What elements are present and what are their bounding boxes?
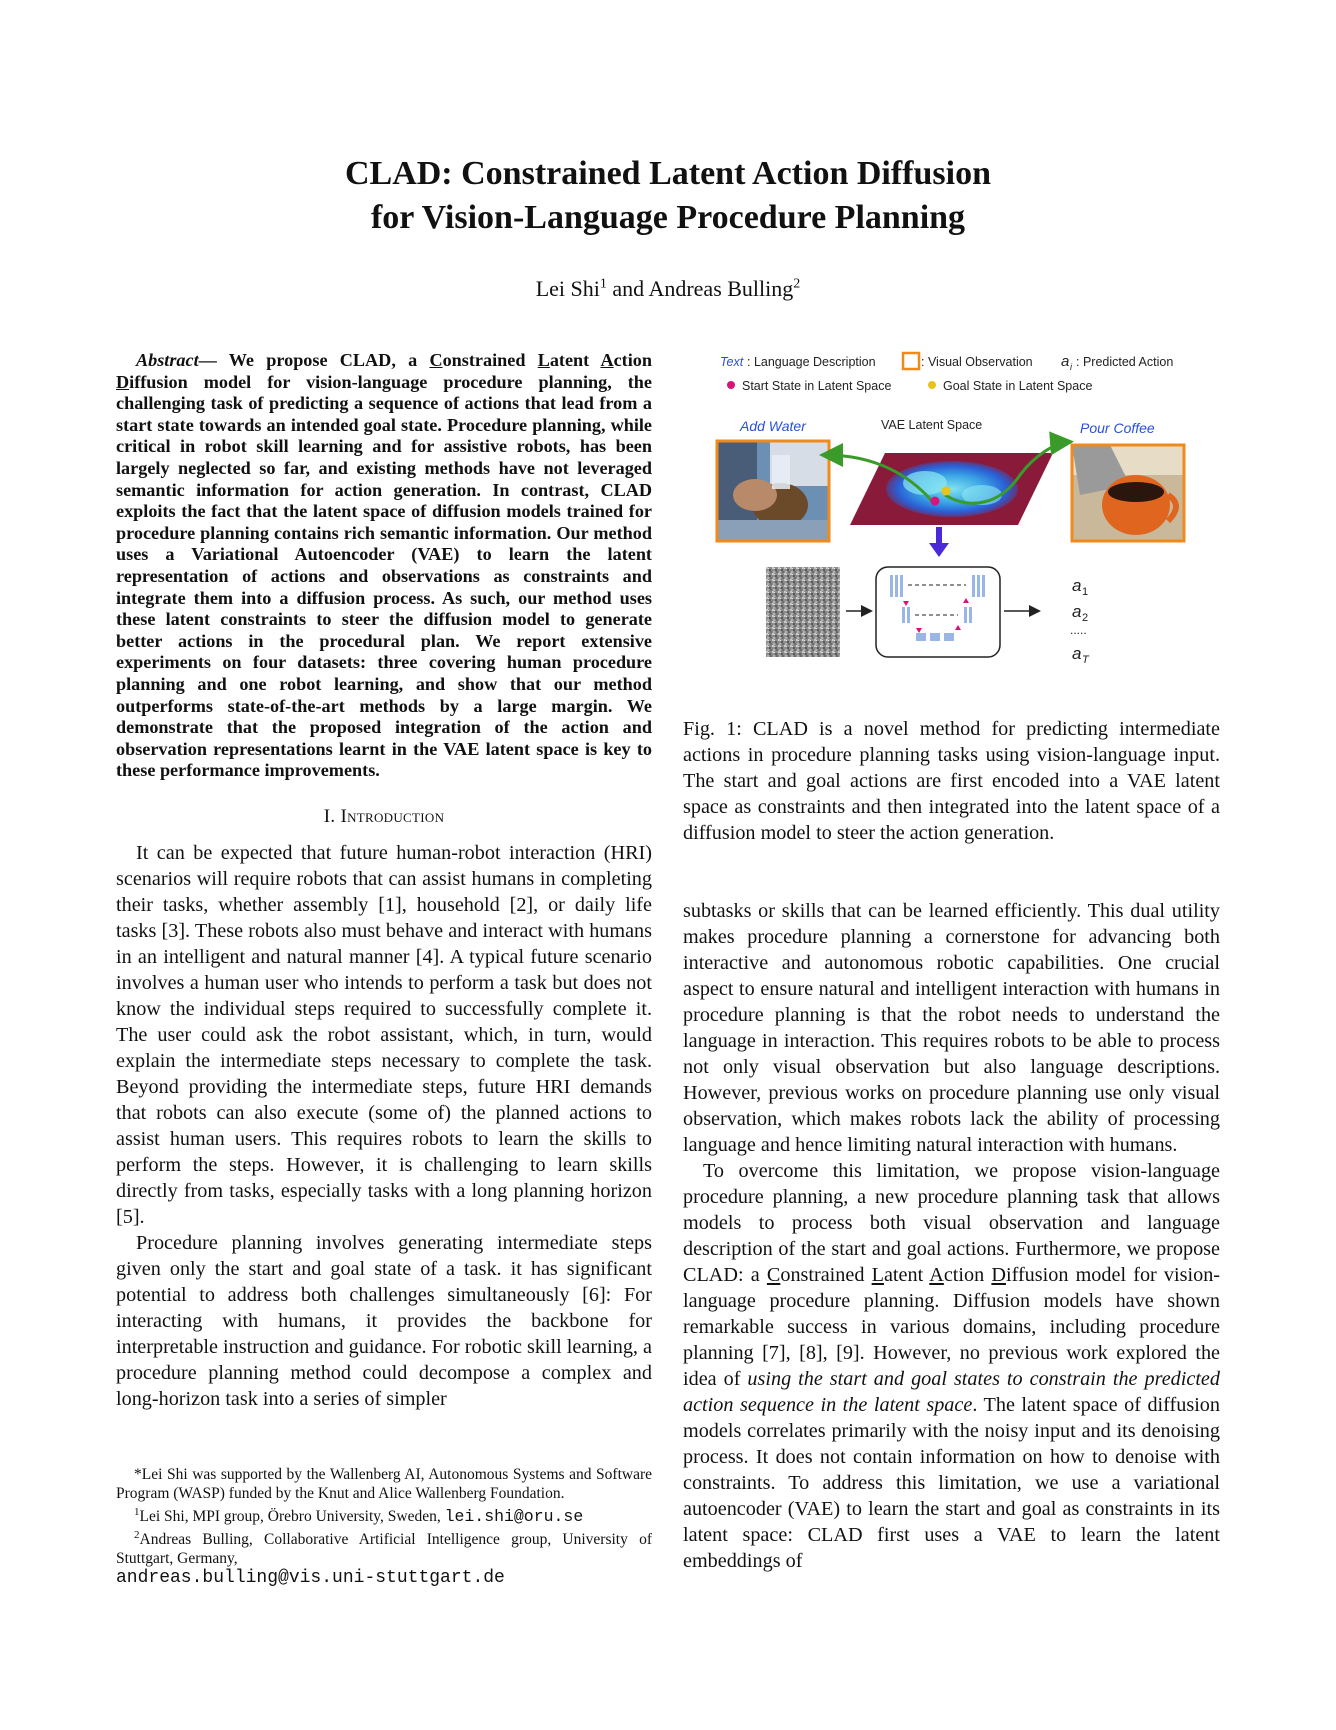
figure-1 (700, 345, 1200, 700)
abstract-acronym-d: D (116, 371, 130, 392)
abstract-word-constrained: onstrained (442, 350, 538, 370)
footnote-2-email[interactable]: andreas.bulling@vis.uni-stuttgart.de (116, 1568, 505, 1589)
label-pour-coffee: Pour Coffee (1080, 420, 1155, 436)
abstract-word-action: ction (613, 350, 652, 370)
output-a2-sub: 2 (1082, 612, 1089, 624)
right-p2-middle: model for vision-language procedure planning. Diffusion models have shown remarkable success in various domains, including procedure planning [7], [8], [9]. However, no previous work explored the idea of (683, 1264, 1221, 1390)
noise-input-image (766, 567, 840, 657)
legend-goal-state: Goal State in Latent Space (943, 379, 1093, 393)
down-arrow-icon (929, 543, 949, 557)
section-name: Introduction (340, 805, 445, 827)
legend-start-dot-icon (727, 381, 735, 389)
legend-ai-subscript: i (1070, 362, 1072, 372)
abstract-acronym-l: L (537, 350, 550, 370)
legend-language-description: : Language Description (747, 355, 876, 369)
vae-latent-space-label: VAE Latent Space (881, 418, 983, 432)
goal-state-dot (942, 487, 951, 496)
start-observation-image (717, 441, 829, 541)
title-line-1: CLAD: Constrained Latent Action Diffusion (344, 155, 992, 192)
author-1: Lei Shi (535, 276, 600, 301)
output-aT: a (1072, 644, 1082, 663)
output-a1-sub: 1 (1082, 586, 1089, 598)
abstract-text-rest: model for vision-language procedure planning, the challenging task of predicting a sequence of actions that lead from a start state towards an intended goal state. Procedure planning, while critical in robot skill learning and for assistive robots, has been largely neglected so far, and existing methods have not leveraged semantic information for action generation. In contrast, CLAD exploits the fact that the latent space of diffusion models trained for procedure planning contains rich semantic information. Our method uses a Variational Autoencoder (VAE) to learn the latent representation of actions and observations as constraints and integrate them into a diffusion process. As such, our method uses these latent constraints to steer the diffusion model to generate better actions in the procedural plan. We report extensive experiments on four datasets: three covering human procedure planning and one robot learning, and show that our method outperforms state-of-the-art methods by a large margin. We demonstrate that the proposed integration of the action and observation representations learnt in the VAE latent space is key to these performance improvements. (116, 371, 652, 781)
right-paragraph-2 (683, 1158, 1220, 1574)
legend-visual-observation: : Visual Observation (921, 355, 1033, 369)
footnote-1-text: Lei Shi, MPI group, Örebro University, Sweden, (139, 1508, 445, 1526)
author-2: Andreas Bulling (648, 276, 794, 301)
author-2-affil: 2 (793, 276, 801, 292)
legend-text-word: Text (720, 355, 744, 369)
paper-title (0, 152, 1336, 240)
abstract-acronym-a: A (600, 350, 614, 370)
abstract-word-diffusion: iffusion (129, 371, 188, 392)
word-diffusion: iffusion (1005, 1264, 1069, 1286)
footnote-1 (116, 1503, 652, 1526)
abstract (116, 350, 652, 782)
abstract-lead: Abstract (136, 350, 199, 370)
legend-predicted-action: : Predicted Action (1076, 355, 1174, 369)
legend-goal-dot-icon (928, 381, 936, 389)
authors (0, 276, 1336, 302)
intro-paragraph-1: It can be expected that future human-robot interaction (HRI) scenarios will require robots that can assist humans in completing their tasks, whether assembly [1], household [2], or daily life tasks [3]. These robots also must behave and interact with humans in an intelligent and natural manner [4]. A typical future scenario involves a human user who intends to perform a task but does not know the individual steps required to successfully complete it. The user could ask the robot assistant, which, in turn, would explain the intermediate steps necessary to complete the task. Beyond providing the intermediate steps, future HRI demands that robots can also execute (some of) the planned actions to assist human users. This requires robots to learn the skills to perform the steps. However, it is challenging to learn skills directly from tasks, especially tasks with a long planning horizon [5]. (116, 841, 652, 1228)
author-1-affil: 1 (599, 276, 607, 292)
abstract-dash: — (198, 350, 217, 370)
acronym-d: D (991, 1264, 1006, 1286)
acronym-l: L (871, 1264, 884, 1286)
diffusion-unet-box (876, 567, 1000, 657)
intro-paragraph-2: Procedure planning involves generating intermediate steps given only the start and goal state of a task. it has significant potential to address both challenges simultaneously [6]: For interacting with humans, it provides the backbone for interpretable instruction and guidance. For robotic skill learning, a procedure planning method could decompose a complex and long-horizon task into a series of simpler (116, 1231, 652, 1410)
right-paragraph-1: subtasks or skills that can be learned efficiently. This dual utility makes procedure planning a cornerstone for advancing both interactive and autonomous robotic capabilities. One crucial aspect to ensure natural and intelligent interaction with humans in procedure planning is that the robot needs to understand the language in interaction. This requires robots to be able to process not only visual observation but also language descriptions. However, previous works on procedure planning use only visual observation, which makes robots lack the ability of processing language and hence limiting natural interaction with humans. (683, 900, 1220, 1156)
figure-1-caption: Fig. 1: CLAD is a novel method for predicting intermediate actions in procedure planning tasks using vision-language input. The start and goal actions are first encoded into a VAE latent space as constraints and then integrated into the latent space of a diffusion model to steer the action generation. (683, 718, 1220, 844)
down-arrow-shaft (936, 527, 942, 545)
legend-start-state: Start State in Latent Space (742, 379, 892, 393)
abstract-word-latent: atent (549, 350, 601, 370)
abstract-acronym-c: C (429, 350, 443, 370)
output-dots: ..... (1070, 623, 1087, 637)
abstract-text-start: We propose CLAD, a (216, 350, 430, 370)
right-p2-end: . The latent space of diffusion models correlates primarily with the noisy input and its denoising process. It does not contain information on how to denoise with constraints. To address this limitation, we use a variational autoencoder (VAE) to learn the start and goal as constraints in its latent space: CLAD first uses a VAE to learn the latent embeddings of (683, 1394, 1220, 1572)
authors-and: and (612, 276, 645, 301)
footnote-funding: *Lei Shi was supported by the Wallenberg AI, Autonomous Systems and Software Program (WASP) funded by the Knut and Alice Wallenberg Foundation. (116, 1466, 652, 1502)
footnote-1-email[interactable]: lei.shi@oru.se (444, 1507, 584, 1527)
footnote-1-mark: 1 (134, 1506, 140, 1518)
word-latent: atent (883, 1264, 930, 1286)
title-line-2: for Vision-Language Procedure Planning (370, 199, 966, 236)
legend-ai-symbol: a (1061, 353, 1070, 370)
figure-1-svg (700, 345, 1200, 700)
output-a1: a (1072, 576, 1082, 595)
right-p2-emphasis: using the start and goal states to constrain the predicted action sequence in the latent space (683, 1368, 1220, 1416)
right-p2-start: To overcome this limitation, we propose vision-language procedure planning, a new procedure planning task that allows models to process both visual observation and language description of the start and goal actions. Furthermore, we propose CLAD: a (683, 1160, 1220, 1286)
acronym-c: C (766, 1264, 781, 1286)
right-column-body (683, 898, 1220, 1574)
word-constrained: onstrained (780, 1264, 872, 1286)
acronym-a: A (929, 1264, 944, 1286)
footnotes (116, 1465, 652, 1588)
section-heading-introduction (116, 804, 652, 830)
footnote-2-mark: 2 (134, 1529, 140, 1542)
word-action: ction (943, 1264, 992, 1286)
label-add-water: Add Water (740, 418, 806, 434)
section-number: I. (323, 805, 336, 827)
legend-visual-box-icon (903, 353, 919, 369)
footnote-2 (116, 1526, 652, 1588)
output-a2: a (1072, 602, 1082, 621)
footnote-2-text: Andreas Bulling, Collaborative Artificial Intelligence group, University of Stuttgart, Germany, (116, 1531, 652, 1568)
output-aT-sub: T (1082, 654, 1089, 666)
left-column (116, 350, 652, 1412)
start-state-dot (931, 497, 940, 506)
goal-observation-image (1072, 445, 1184, 541)
